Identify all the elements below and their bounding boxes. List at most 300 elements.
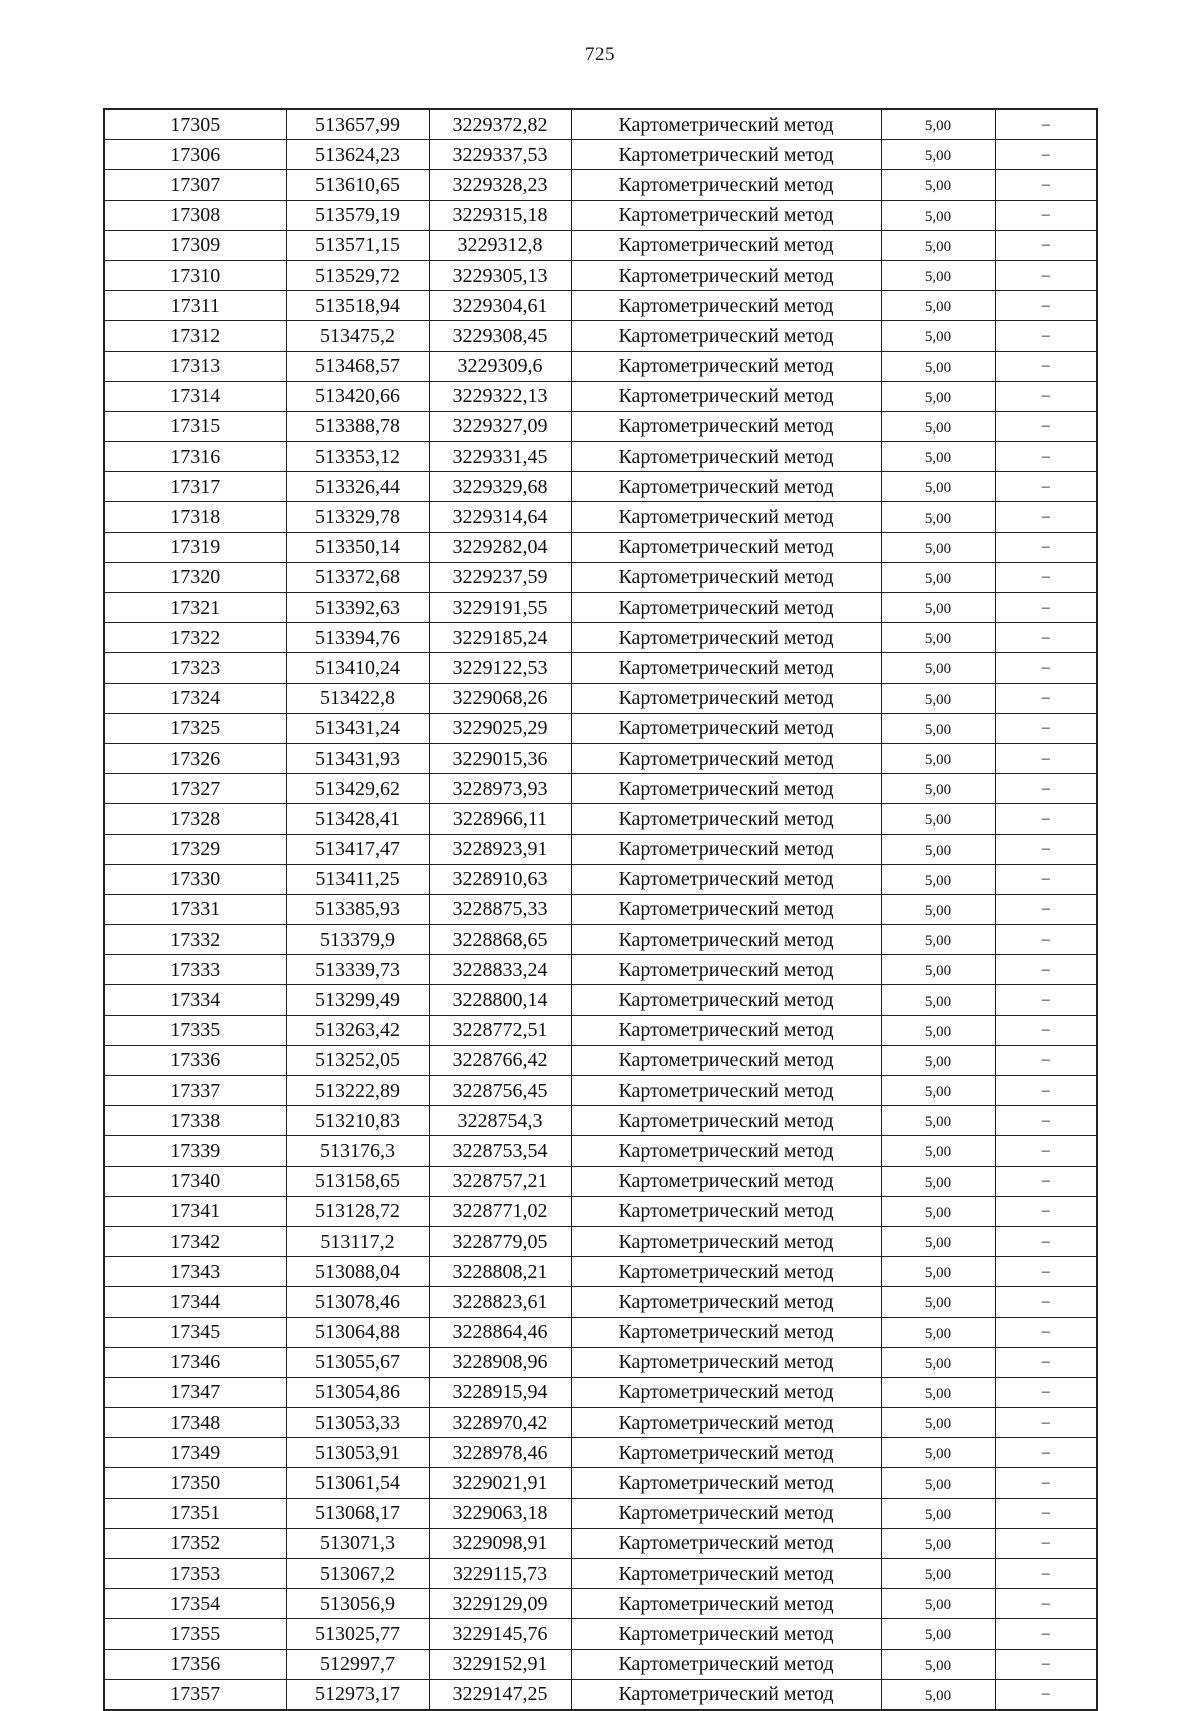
x-coordinate-cell: 513128,72 — [286, 1196, 429, 1226]
accuracy-cell: 5,00 — [881, 894, 995, 924]
x-coordinate-cell: 513222,89 — [286, 1076, 429, 1106]
y-coordinate-cell: 3229068,26 — [429, 683, 571, 713]
y-coordinate-cell: 3228757,21 — [429, 1166, 571, 1196]
note-cell: – — [995, 1619, 1097, 1649]
y-coordinate-cell: 3229191,55 — [429, 593, 571, 623]
point-number-cell: 17310 — [104, 260, 286, 290]
table-row — [104, 1196, 1097, 1226]
point-number-cell: 17324 — [104, 683, 286, 713]
x-coordinate-cell: 513385,93 — [286, 894, 429, 924]
y-coordinate-cell: 3229304,61 — [429, 291, 571, 321]
y-coordinate-cell: 3229015,36 — [429, 743, 571, 773]
note-cell: – — [995, 260, 1097, 290]
method-cell: Картометрический метод — [571, 200, 881, 230]
accuracy-cell: 5,00 — [881, 985, 995, 1015]
method-cell: Картометрический метод — [571, 1679, 881, 1710]
x-coordinate-cell: 513067,2 — [286, 1559, 429, 1589]
note-cell: – — [995, 1589, 1097, 1619]
note-cell: – — [995, 1226, 1097, 1256]
method-cell: Картометрический метод — [571, 1226, 881, 1256]
point-number-cell: 17320 — [104, 562, 286, 592]
note-cell: – — [995, 1257, 1097, 1287]
point-number-cell: 17342 — [104, 1226, 286, 1256]
table-row — [104, 653, 1097, 683]
note-cell: – — [995, 593, 1097, 623]
method-cell: Картометрический метод — [571, 1468, 881, 1498]
method-cell: Картометрический метод — [571, 683, 881, 713]
point-number-cell: 17339 — [104, 1136, 286, 1166]
method-cell: Картометрический метод — [571, 381, 881, 411]
method-cell: Картометрический метод — [571, 1317, 881, 1347]
note-cell: – — [995, 502, 1097, 532]
x-coordinate-cell: 513061,54 — [286, 1468, 429, 1498]
y-coordinate-cell: 3228910,63 — [429, 864, 571, 894]
table-row — [104, 140, 1097, 170]
x-coordinate-cell: 513379,9 — [286, 925, 429, 955]
accuracy-cell: 5,00 — [881, 623, 995, 653]
x-coordinate-cell: 513571,15 — [286, 230, 429, 260]
accuracy-cell: 5,00 — [881, 1226, 995, 1256]
method-cell: Картометрический метод — [571, 864, 881, 894]
accuracy-cell: 5,00 — [881, 1015, 995, 1045]
method-cell: Картометрический метод — [571, 1619, 881, 1649]
y-coordinate-cell: 3229327,09 — [429, 411, 571, 441]
y-coordinate-cell: 3229021,91 — [429, 1468, 571, 1498]
accuracy-cell: 5,00 — [881, 109, 995, 140]
table-row — [104, 1257, 1097, 1287]
y-coordinate-cell: 3228978,46 — [429, 1438, 571, 1468]
table-row — [104, 230, 1097, 260]
table-row — [104, 1528, 1097, 1558]
table-row — [104, 1287, 1097, 1317]
y-coordinate-cell: 3229282,04 — [429, 532, 571, 562]
method-cell: Картометрический метод — [571, 170, 881, 200]
note-cell: – — [995, 230, 1097, 260]
point-number-cell: 17350 — [104, 1468, 286, 1498]
note-cell: – — [995, 653, 1097, 683]
y-coordinate-cell: 3229329,68 — [429, 472, 571, 502]
page-number: 725 — [585, 44, 615, 65]
table-row — [104, 894, 1097, 924]
y-coordinate-cell: 3229129,09 — [429, 1589, 571, 1619]
x-coordinate-cell: 513428,41 — [286, 804, 429, 834]
note-cell: – — [995, 411, 1097, 441]
note-cell: – — [995, 1438, 1097, 1468]
method-cell: Картометрический метод — [571, 532, 881, 562]
accuracy-cell: 5,00 — [881, 1679, 995, 1710]
method-cell: Картометрический метод — [571, 1438, 881, 1468]
x-coordinate-cell: 513431,93 — [286, 743, 429, 773]
table-row — [104, 1498, 1097, 1528]
accuracy-cell: 5,00 — [881, 502, 995, 532]
y-coordinate-cell: 3229063,18 — [429, 1498, 571, 1528]
x-coordinate-cell: 513053,33 — [286, 1408, 429, 1438]
point-number-cell: 17309 — [104, 230, 286, 260]
table-row — [104, 1106, 1097, 1136]
y-coordinate-cell: 3229328,23 — [429, 170, 571, 200]
point-number-cell: 17330 — [104, 864, 286, 894]
accuracy-cell: 5,00 — [881, 804, 995, 834]
x-coordinate-cell: 513263,42 — [286, 1015, 429, 1045]
table-row — [104, 1015, 1097, 1045]
note-cell: – — [995, 623, 1097, 653]
y-coordinate-cell: 3229314,64 — [429, 502, 571, 532]
x-coordinate-cell: 513624,23 — [286, 140, 429, 170]
x-coordinate-cell: 512997,7 — [286, 1649, 429, 1679]
y-coordinate-cell: 3228823,61 — [429, 1287, 571, 1317]
x-coordinate-cell: 513388,78 — [286, 411, 429, 441]
point-number-cell: 17345 — [104, 1317, 286, 1347]
x-coordinate-cell: 513579,19 — [286, 200, 429, 230]
note-cell: – — [995, 442, 1097, 472]
y-coordinate-cell: 3228923,91 — [429, 834, 571, 864]
y-coordinate-cell: 3228771,02 — [429, 1196, 571, 1226]
method-cell: Картометрический метод — [571, 955, 881, 985]
point-number-cell: 17336 — [104, 1045, 286, 1075]
x-coordinate-cell: 513071,3 — [286, 1528, 429, 1558]
note-cell: – — [995, 140, 1097, 170]
table-row — [104, 743, 1097, 773]
point-number-cell: 17315 — [104, 411, 286, 441]
note-cell: – — [995, 1347, 1097, 1377]
x-coordinate-cell: 513392,63 — [286, 593, 429, 623]
y-coordinate-cell: 3229122,53 — [429, 653, 571, 683]
x-coordinate-cell: 513117,2 — [286, 1226, 429, 1256]
method-cell: Картометрический метод — [571, 562, 881, 592]
note-cell: – — [995, 864, 1097, 894]
y-coordinate-cell: 3229308,45 — [429, 321, 571, 351]
accuracy-cell: 5,00 — [881, 834, 995, 864]
x-coordinate-cell: 513394,76 — [286, 623, 429, 653]
table-row — [104, 291, 1097, 321]
point-number-cell: 17344 — [104, 1287, 286, 1317]
accuracy-cell: 5,00 — [881, 1559, 995, 1589]
method-cell: Картометрический метод — [571, 502, 881, 532]
point-number-cell: 17323 — [104, 653, 286, 683]
x-coordinate-cell: 513431,24 — [286, 713, 429, 743]
accuracy-cell: 5,00 — [881, 532, 995, 562]
x-coordinate-cell: 513329,78 — [286, 502, 429, 532]
accuracy-cell: 5,00 — [881, 170, 995, 200]
point-number-cell: 17335 — [104, 1015, 286, 1045]
x-coordinate-cell: 513078,46 — [286, 1287, 429, 1317]
method-cell: Картометрический метод — [571, 1196, 881, 1226]
method-cell: Картометрический метод — [571, 472, 881, 502]
point-number-cell: 17317 — [104, 472, 286, 502]
x-coordinate-cell: 513064,88 — [286, 1317, 429, 1347]
accuracy-cell: 5,00 — [881, 1498, 995, 1528]
method-cell: Картометрический метод — [571, 411, 881, 441]
x-coordinate-cell: 513420,66 — [286, 381, 429, 411]
table-row — [104, 1679, 1097, 1710]
accuracy-cell: 5,00 — [881, 955, 995, 985]
method-cell: Картометрический метод — [571, 140, 881, 170]
method-cell: Картометрический метод — [571, 834, 881, 864]
note-cell: – — [995, 532, 1097, 562]
table-row — [104, 1045, 1097, 1075]
point-number-cell: 17328 — [104, 804, 286, 834]
accuracy-cell: 5,00 — [881, 1528, 995, 1558]
accuracy-cell: 5,00 — [881, 411, 995, 441]
accuracy-cell: 5,00 — [881, 442, 995, 472]
method-cell: Картометрический метод — [571, 1166, 881, 1196]
x-coordinate-cell: 513025,77 — [286, 1619, 429, 1649]
note-cell: – — [995, 1106, 1097, 1136]
note-cell: – — [995, 1317, 1097, 1347]
table-row — [104, 1166, 1097, 1196]
table-row — [104, 1408, 1097, 1438]
table-row — [104, 1347, 1097, 1377]
y-coordinate-cell: 3229315,18 — [429, 200, 571, 230]
y-coordinate-cell: 3229305,13 — [429, 260, 571, 290]
x-coordinate-cell: 513610,65 — [286, 170, 429, 200]
table-row — [104, 985, 1097, 1015]
x-coordinate-cell: 513054,86 — [286, 1377, 429, 1407]
point-number-cell: 17319 — [104, 532, 286, 562]
x-coordinate-cell: 513529,72 — [286, 260, 429, 290]
x-coordinate-cell: 513410,24 — [286, 653, 429, 683]
y-coordinate-cell: 3228779,05 — [429, 1226, 571, 1256]
accuracy-cell: 5,00 — [881, 562, 995, 592]
x-coordinate-cell: 513468,57 — [286, 351, 429, 381]
y-coordinate-cell: 3229145,76 — [429, 1619, 571, 1649]
point-number-cell: 17357 — [104, 1679, 286, 1710]
accuracy-cell: 5,00 — [881, 1468, 995, 1498]
point-number-cell: 17329 — [104, 834, 286, 864]
accuracy-cell: 5,00 — [881, 1257, 995, 1287]
method-cell: Картометрический метод — [571, 351, 881, 381]
x-coordinate-cell: 513158,65 — [286, 1166, 429, 1196]
point-number-cell: 17326 — [104, 743, 286, 773]
y-coordinate-cell: 3229152,91 — [429, 1649, 571, 1679]
method-cell: Картометрический метод — [571, 1136, 881, 1166]
method-cell: Картометрический метод — [571, 1377, 881, 1407]
x-coordinate-cell: 513417,47 — [286, 834, 429, 864]
accuracy-cell: 5,00 — [881, 1136, 995, 1166]
point-number-cell: 17340 — [104, 1166, 286, 1196]
method-cell: Картометрический метод — [571, 291, 881, 321]
note-cell: – — [995, 1015, 1097, 1045]
point-number-cell: 17314 — [104, 381, 286, 411]
table-row — [104, 593, 1097, 623]
x-coordinate-cell: 513056,9 — [286, 1589, 429, 1619]
method-cell: Картометрический метод — [571, 925, 881, 955]
point-number-cell: 17356 — [104, 1649, 286, 1679]
y-coordinate-cell: 3228973,93 — [429, 774, 571, 804]
y-coordinate-cell: 3229312,8 — [429, 230, 571, 260]
method-cell: Картометрический метод — [571, 593, 881, 623]
point-number-cell: 17307 — [104, 170, 286, 200]
note-cell: – — [995, 321, 1097, 351]
accuracy-cell: 5,00 — [881, 653, 995, 683]
note-cell: – — [995, 1408, 1097, 1438]
y-coordinate-cell: 3228908,96 — [429, 1347, 571, 1377]
note-cell: – — [995, 743, 1097, 773]
method-cell: Картометрический метод — [571, 894, 881, 924]
y-coordinate-cell: 3228970,42 — [429, 1408, 571, 1438]
accuracy-cell: 5,00 — [881, 381, 995, 411]
note-cell: – — [995, 1559, 1097, 1589]
note-cell: – — [995, 894, 1097, 924]
table-row — [104, 1559, 1097, 1589]
note-cell: – — [995, 955, 1097, 985]
accuracy-cell: 5,00 — [881, 291, 995, 321]
accuracy-cell: 5,00 — [881, 743, 995, 773]
accuracy-cell: 5,00 — [881, 1196, 995, 1226]
method-cell: Картометрический метод — [571, 774, 881, 804]
accuracy-cell: 5,00 — [881, 864, 995, 894]
point-number-cell: 17354 — [104, 1589, 286, 1619]
note-cell: – — [995, 1528, 1097, 1558]
y-coordinate-cell: 3229372,82 — [429, 109, 571, 140]
note-cell: – — [995, 683, 1097, 713]
note-cell: – — [995, 804, 1097, 834]
table-row — [104, 1136, 1097, 1166]
accuracy-cell: 5,00 — [881, 140, 995, 170]
y-coordinate-cell: 3229025,29 — [429, 713, 571, 743]
y-coordinate-cell: 3229185,24 — [429, 623, 571, 653]
x-coordinate-cell: 513518,94 — [286, 291, 429, 321]
point-number-cell: 17343 — [104, 1257, 286, 1287]
table-row — [104, 1226, 1097, 1256]
accuracy-cell: 5,00 — [881, 1408, 995, 1438]
note-cell: – — [995, 925, 1097, 955]
y-coordinate-cell: 3228966,11 — [429, 804, 571, 834]
accuracy-cell: 5,00 — [881, 472, 995, 502]
y-coordinate-cell: 3228864,46 — [429, 1317, 571, 1347]
method-cell: Картометрический метод — [571, 1408, 881, 1438]
x-coordinate-cell: 513088,04 — [286, 1257, 429, 1287]
y-coordinate-cell: 3229309,6 — [429, 351, 571, 381]
x-coordinate-cell: 513475,2 — [286, 321, 429, 351]
x-coordinate-cell: 513252,05 — [286, 1045, 429, 1075]
accuracy-cell: 5,00 — [881, 1287, 995, 1317]
x-coordinate-cell: 513326,44 — [286, 472, 429, 502]
table-row — [104, 713, 1097, 743]
point-number-cell: 17341 — [104, 1196, 286, 1226]
point-number-cell: 17331 — [104, 894, 286, 924]
note-cell: – — [995, 170, 1097, 200]
point-number-cell: 17322 — [104, 623, 286, 653]
point-number-cell: 17305 — [104, 109, 286, 140]
x-coordinate-cell: 513068,17 — [286, 1498, 429, 1528]
y-coordinate-cell: 3228875,33 — [429, 894, 571, 924]
y-coordinate-cell: 3229098,91 — [429, 1528, 571, 1558]
x-coordinate-cell: 513339,73 — [286, 955, 429, 985]
method-cell: Картометрический метод — [571, 321, 881, 351]
table-row — [104, 1649, 1097, 1679]
table-row — [104, 411, 1097, 441]
accuracy-cell: 5,00 — [881, 713, 995, 743]
y-coordinate-cell: 3228808,21 — [429, 1257, 571, 1287]
x-coordinate-cell: 513053,91 — [286, 1438, 429, 1468]
y-coordinate-cell: 3229237,59 — [429, 562, 571, 592]
method-cell: Картометрический метод — [571, 985, 881, 1015]
accuracy-cell: 5,00 — [881, 1106, 995, 1136]
x-coordinate-cell: 512973,17 — [286, 1679, 429, 1710]
table-row — [104, 774, 1097, 804]
coordinates-table-body — [104, 109, 1097, 1710]
method-cell: Картометрический метод — [571, 743, 881, 773]
accuracy-cell: 5,00 — [881, 200, 995, 230]
method-cell: Картометрический метод — [571, 653, 881, 683]
method-cell: Картометрический метод — [571, 1528, 881, 1558]
table-row — [104, 804, 1097, 834]
point-number-cell: 17355 — [104, 1619, 286, 1649]
note-cell: – — [995, 562, 1097, 592]
table-row — [104, 1438, 1097, 1468]
note-cell: – — [995, 774, 1097, 804]
table-row — [104, 109, 1097, 140]
x-coordinate-cell: 513299,49 — [286, 985, 429, 1015]
y-coordinate-cell: 3228915,94 — [429, 1377, 571, 1407]
table-row — [104, 834, 1097, 864]
table-row — [104, 1317, 1097, 1347]
method-cell: Картометрический метод — [571, 442, 881, 472]
accuracy-cell: 5,00 — [881, 774, 995, 804]
note-cell: – — [995, 1166, 1097, 1196]
note-cell: – — [995, 1076, 1097, 1106]
note-cell: – — [995, 1045, 1097, 1075]
coordinates-table — [103, 108, 1098, 1711]
method-cell: Картометрический метод — [571, 1015, 881, 1045]
point-number-cell: 17351 — [104, 1498, 286, 1528]
point-number-cell: 17352 — [104, 1528, 286, 1558]
point-number-cell: 17311 — [104, 291, 286, 321]
accuracy-cell: 5,00 — [881, 683, 995, 713]
y-coordinate-cell: 3229337,53 — [429, 140, 571, 170]
method-cell: Картометрический метод — [571, 1287, 881, 1317]
table-row — [104, 472, 1097, 502]
point-number-cell: 17349 — [104, 1438, 286, 1468]
note-cell: – — [995, 1498, 1097, 1528]
table-row — [104, 442, 1097, 472]
table-row — [104, 260, 1097, 290]
table-row — [104, 955, 1097, 985]
note-cell: – — [995, 109, 1097, 140]
point-number-cell: 17338 — [104, 1106, 286, 1136]
x-coordinate-cell: 513210,83 — [286, 1106, 429, 1136]
point-number-cell: 17333 — [104, 955, 286, 985]
note-cell: – — [995, 1649, 1097, 1679]
point-number-cell: 17332 — [104, 925, 286, 955]
y-coordinate-cell: 3228772,51 — [429, 1015, 571, 1045]
x-coordinate-cell: 513055,67 — [286, 1347, 429, 1377]
y-coordinate-cell: 3228753,54 — [429, 1136, 571, 1166]
table-row — [104, 1468, 1097, 1498]
point-number-cell: 17318 — [104, 502, 286, 532]
method-cell: Картометрический метод — [571, 260, 881, 290]
point-number-cell: 17321 — [104, 593, 286, 623]
point-number-cell: 17308 — [104, 200, 286, 230]
method-cell: Картометрический метод — [571, 109, 881, 140]
method-cell: Картометрический метод — [571, 1257, 881, 1287]
note-cell: – — [995, 1377, 1097, 1407]
y-coordinate-cell: 3228800,14 — [429, 985, 571, 1015]
accuracy-cell: 5,00 — [881, 230, 995, 260]
accuracy-cell: 5,00 — [881, 1438, 995, 1468]
table-row — [104, 200, 1097, 230]
accuracy-cell: 5,00 — [881, 1317, 995, 1347]
table-row — [104, 683, 1097, 713]
point-number-cell: 17316 — [104, 442, 286, 472]
note-cell: – — [995, 351, 1097, 381]
method-cell: Картометрический метод — [571, 1649, 881, 1679]
accuracy-cell: 5,00 — [881, 1347, 995, 1377]
y-coordinate-cell: 3228868,65 — [429, 925, 571, 955]
x-coordinate-cell: 513429,62 — [286, 774, 429, 804]
y-coordinate-cell: 3228833,24 — [429, 955, 571, 985]
